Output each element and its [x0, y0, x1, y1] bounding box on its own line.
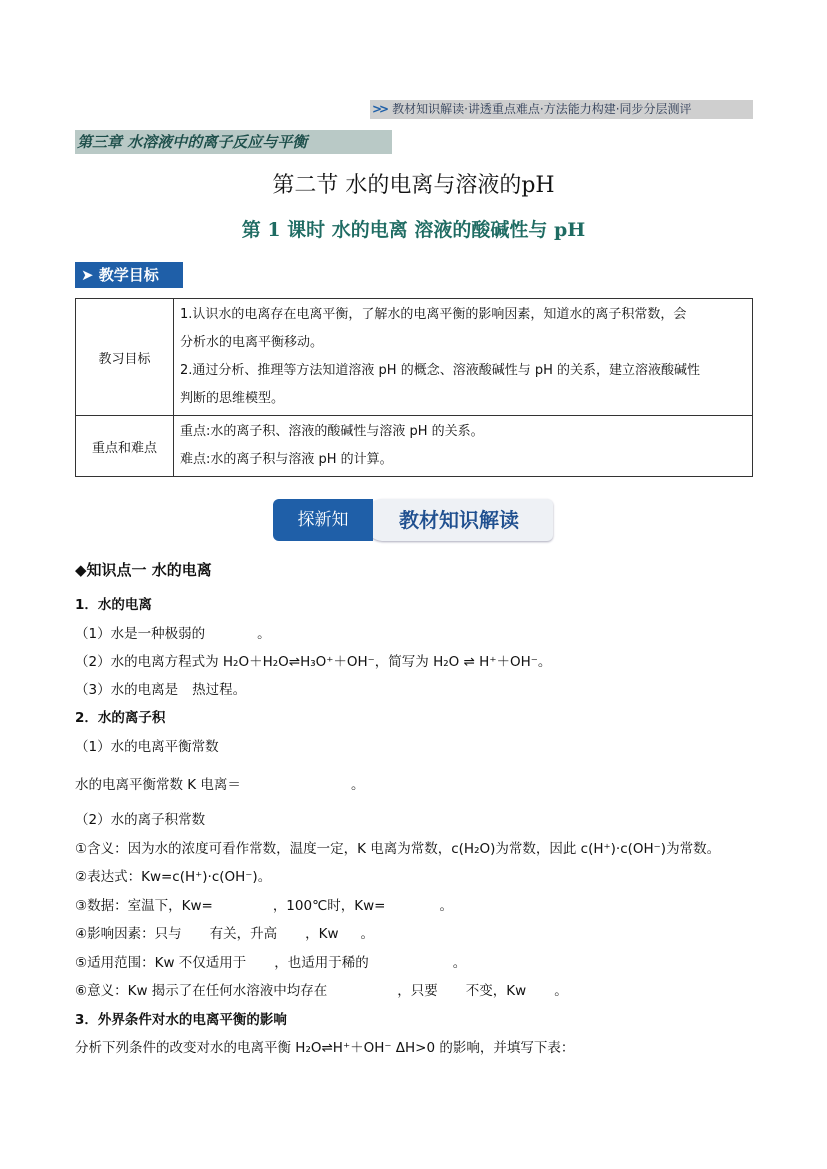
s2-item-meaning: ①含义：因为水的浓度可看作常数，温度一定，K 电离为常数，c(H₂O)为常数，因此 c(H⁺)·c(OH⁻)为常数。: [75, 841, 721, 857]
goals-line: 2.通过分析、推理等方法知道溶液 pH 的概念、溶液酸碱性与 pH 的关系，建立溶液酸碱性: [180, 363, 700, 378]
goals-content: [174, 299, 753, 416]
textbook-knowledge-tab: 教材知识解读: [365, 499, 553, 541]
goals-line: 1.认识水的电离存在电离平衡，了解水的电离平衡的影响因素，知道水的离子积常数，会: [180, 307, 687, 322]
goals-label: 教习目标: [76, 299, 174, 416]
s2-line-2: 水的电离平衡常数 K 电离＝ 。: [75, 777, 365, 793]
section-tab-bar: [273, 499, 553, 541]
s2-item-significance: ⑥意义：Kw 揭示了在任何水溶液中均存在 ，只要 不变，Kw 。: [75, 983, 568, 999]
s2-line-1: （1）水的电离平衡常数: [75, 739, 219, 755]
s1-line-1: （1）水是一种极弱的 。: [75, 626, 271, 642]
key-points-label: 重点和难点: [76, 416, 174, 477]
header-banner: [370, 100, 753, 119]
s1-line-3: （3）水的电离是 热过程。: [75, 682, 247, 698]
s3-title: 3．外界条件对水的电离平衡的影响: [75, 1012, 287, 1028]
s1-title: 1．水的电离: [75, 597, 152, 613]
goals-line: 分析水的电离平衡移动。: [180, 335, 324, 350]
s2-item-data: ③数据：室温下，Kw= ，100℃时，Kw= 。: [75, 898, 453, 914]
s2-item-scope: ⑤适用范围：Kw 不仅适用于 ，也适用于稀的 。: [75, 955, 467, 971]
s1-line-2: （2）水的电离方程式为 H₂O＋H₂O⇌H₃O⁺＋OH⁻，简写为 H₂O ⇌ H⁺＋OH⁻。: [75, 654, 552, 670]
difficulty-line: 难点:水的离子积与溶液 pH 的计算。: [180, 452, 393, 467]
teaching-goals-tag: ➤ 教学目标: [75, 262, 183, 288]
knowledge-point-heading: ◆知识点一 水的电离: [75, 561, 212, 579]
s2-title: 2．水的离子积: [75, 710, 166, 726]
section-title: 第二节 水的电离与溶液的pH: [272, 173, 555, 198]
key-points-content: [174, 416, 753, 477]
chapter-label: 第三章 水溶液中的离子反应与平衡: [75, 130, 392, 154]
banner-text: 教材知识解读·讲透重点难点·方法能力构建·同步分层测评: [392, 102, 692, 116]
goals-table: [75, 298, 753, 477]
goals-line: 判断的思维模型。: [180, 391, 285, 406]
s2-line-3: （2）水的离子积常数: [75, 812, 206, 828]
table-row: [76, 416, 753, 477]
lesson-title: 第 1 课时 水的电离 溶液的酸碱性与 pH: [241, 219, 586, 241]
s3-line-1: 分析下列条件的改变对水的电离平衡 H₂O⇌H⁺＋OH⁻ ΔH>0 的影响，并填写下表：: [75, 1040, 575, 1056]
explore-new-tab: 探新知: [273, 499, 373, 541]
s2-item-expression: ②表达式：Kw=c(H⁺)·c(OH⁻)。: [75, 869, 272, 885]
key-point-line: 重点:水的离子积、溶液的酸碱性与溶液 pH 的关系。: [180, 424, 484, 439]
table-row: [76, 299, 753, 416]
s2-item-factors: ④影响因素：只与 有关，升高 ，Kw 。: [75, 926, 375, 942]
double-chevron-icon: >>: [372, 102, 387, 116]
